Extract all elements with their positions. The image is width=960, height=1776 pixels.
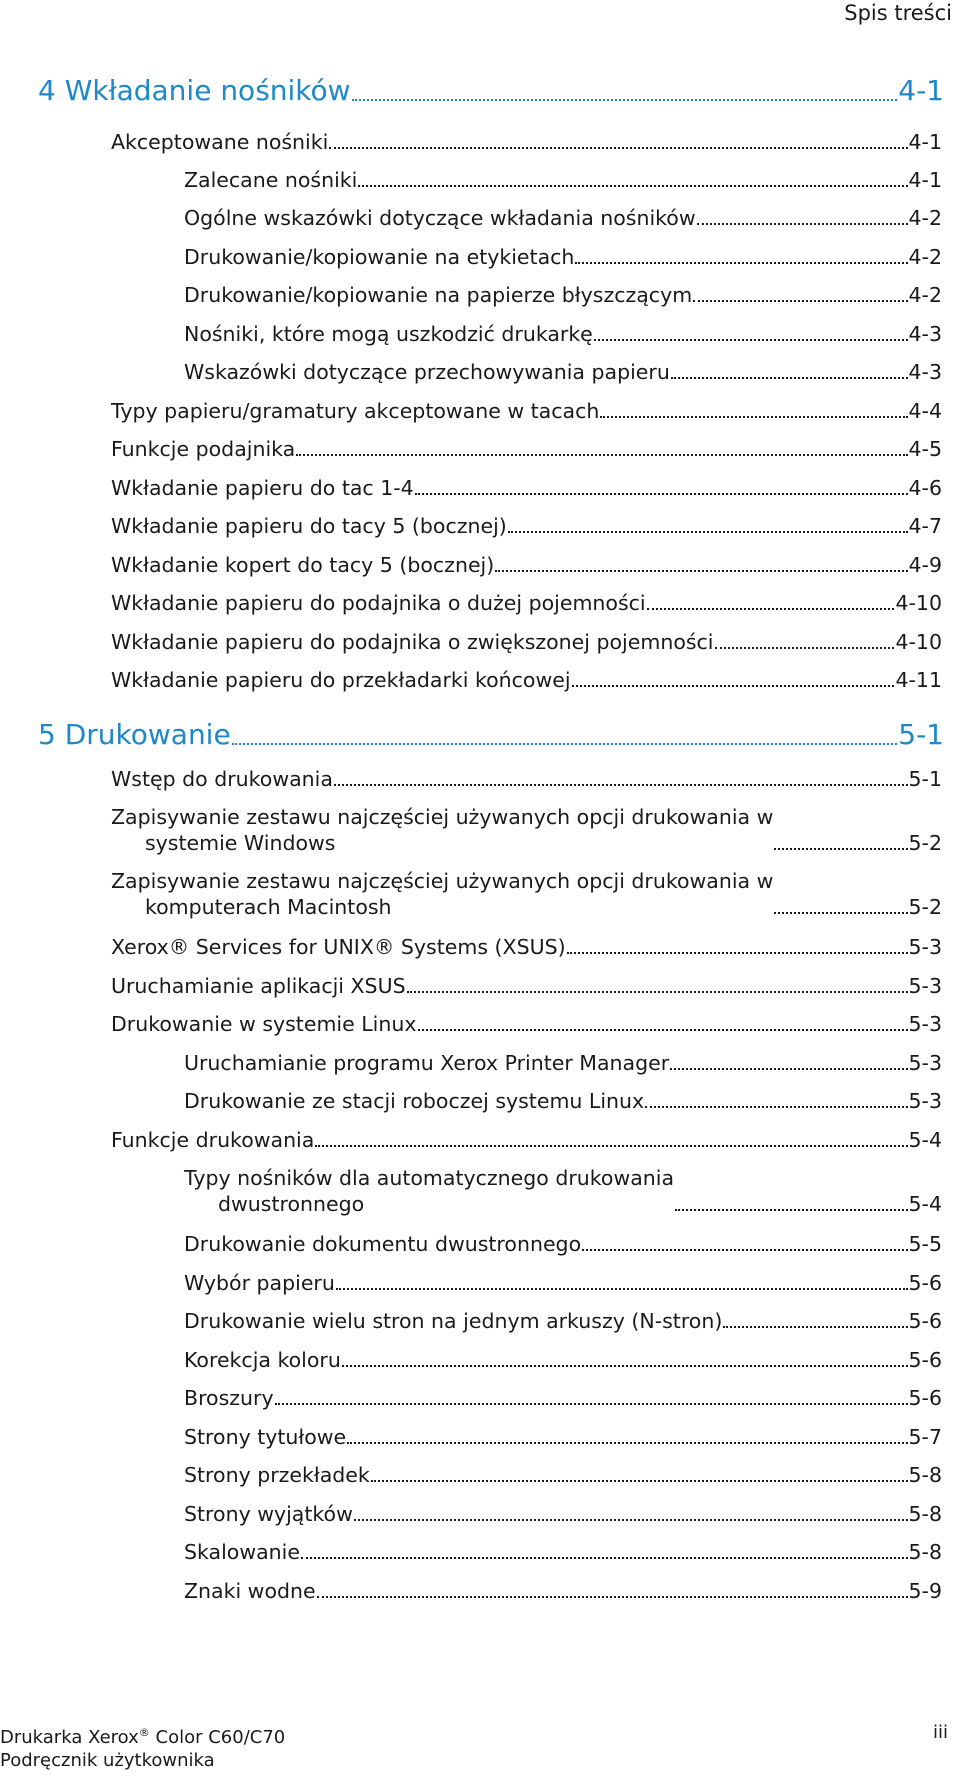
toc-entry[interactable] [111, 513, 942, 539]
toc-entry-page: 4-3 [908, 322, 942, 346]
toc-dot-leader [567, 952, 908, 954]
toc-entry[interactable] [184, 1308, 942, 1334]
toc-entry-page: 4-2 [908, 245, 942, 269]
toc-entry-page: 5-9 [908, 1579, 942, 1603]
toc-entry[interactable] [111, 436, 942, 462]
toc-entry[interactable] [111, 1011, 942, 1037]
toc-dot-leader [495, 570, 907, 572]
page-header-section-title: Spis treści [844, 1, 952, 25]
toc-entry-page: 5-4 [908, 1192, 942, 1216]
toc-dot-leader [723, 1326, 907, 1328]
toc-dot-leader [371, 1480, 908, 1482]
toc-entry[interactable] [184, 1270, 942, 1296]
toc-dot-leader [352, 99, 898, 101]
toc-dot-leader [647, 608, 895, 610]
toc-entry[interactable] [184, 1347, 942, 1373]
toc-entry-page: 5-1 [908, 767, 942, 791]
toc-dot-leader [582, 1249, 907, 1251]
toc-entry-title: Skalowanie [184, 1540, 300, 1564]
toc-entry-page: 5-3 [908, 935, 942, 959]
toc-entry[interactable] [184, 1385, 942, 1411]
toc-entry-page: 4-9 [908, 553, 942, 577]
toc-entry-title: Drukowanie w systemie Linux [111, 1012, 417, 1036]
toc-entry-title: Drukowanie wielu stron na jednym arkuszy (N-stron) [184, 1309, 723, 1333]
toc-entry[interactable] [184, 321, 942, 347]
toc-entry-page: 5-6 [908, 1271, 942, 1295]
footer-page-number: iii [932, 1722, 948, 1743]
toc-entry[interactable] [184, 1165, 942, 1217]
footer-product-info [0, 1721, 285, 1772]
toc-entry-page: 4-2 [908, 283, 942, 307]
toc-entry-title: Strony wyjątków [184, 1502, 353, 1526]
toc-entry-page: 5-6 [908, 1348, 942, 1372]
toc-entry[interactable] [184, 1462, 942, 1488]
toc-entry[interactable] [184, 1539, 942, 1565]
toc-entry[interactable] [184, 205, 942, 231]
toc-entry[interactable] [184, 1501, 942, 1527]
toc-entry[interactable] [111, 973, 942, 999]
toc-entry[interactable] [111, 934, 942, 960]
toc-entry-page: 5-2 [908, 831, 942, 855]
toc-entry-title: Wkładanie kopert do tacy 5 (bocznej) [111, 553, 495, 577]
toc-entry-title: Nośniki, które mogą uszkodzić drukarkę [184, 322, 593, 346]
toc-entry-page: 4-11 [895, 668, 942, 692]
toc-entry-title: Wkładanie papieru do tac 1-4 [111, 476, 414, 500]
toc-dot-leader [317, 1596, 908, 1598]
toc-entry-title: 4 Wkładanie nośników [38, 74, 351, 107]
toc-dot-leader [572, 685, 895, 687]
toc-entry-page: 4-2 [908, 206, 942, 230]
toc-entry-page: 5-3 [908, 1012, 942, 1036]
toc-entry-title: Wkładanie papieru do podajnika o dużej pojemności [111, 591, 646, 615]
toc-entry[interactable] [111, 475, 942, 501]
toc-entry-title: Strony przekładek [184, 1463, 370, 1487]
toc-entry-page: 5-8 [908, 1463, 942, 1487]
toc-chapter-5[interactable] [38, 718, 944, 752]
toc-entry[interactable] [111, 667, 942, 693]
toc-entry[interactable] [111, 868, 942, 920]
toc-dot-leader [232, 743, 898, 745]
toc-dot-leader [415, 493, 908, 495]
toc-dot-leader [407, 991, 908, 993]
toc-entry-page: 5-3 [908, 1051, 942, 1075]
toc-dot-leader [301, 1557, 908, 1559]
toc-dot-leader [675, 1209, 907, 1211]
toc-dot-leader [594, 339, 908, 341]
toc-entry-page: 4-1 [908, 168, 942, 192]
toc-entry-page: 4-6 [908, 476, 942, 500]
toc-entry[interactable] [111, 1127, 942, 1153]
toc-entry-page: 4-4 [908, 399, 942, 423]
toc-entry-title-line1: Zapisywanie zestawu najczęściej używanych opcji drukowania w [111, 869, 774, 893]
toc-entry-page: 5-3 [908, 1089, 942, 1113]
toc-entry-title [111, 868, 773, 920]
toc-entry-page: 4-10 [895, 630, 942, 654]
toc-entry-title: Drukowanie/kopiowanie na papierze błyszczącym [184, 283, 693, 307]
toc-entry-title-line2: dwustronnego [218, 1192, 365, 1216]
toc-entry[interactable] [184, 167, 942, 193]
toc-entry-page: 5-8 [908, 1540, 942, 1564]
toc-entry-title: Uruchamianie programu Xerox Printer Manager [184, 1051, 670, 1075]
toc-entry-title: 5 Drukowanie [38, 718, 231, 751]
toc-dot-leader [693, 300, 907, 302]
toc-entry[interactable] [111, 804, 942, 856]
toc-entry-title [184, 1165, 674, 1217]
toc-dot-leader [347, 1442, 907, 1444]
toc-dot-leader [296, 454, 907, 456]
toc-dot-leader [508, 531, 908, 533]
toc-entry-title: Wkładanie papieru do podajnika o zwiększonej pojemności [111, 630, 714, 654]
toc-entry-title: Wkładanie papieru do tacy 5 (bocznej) [111, 514, 507, 538]
toc-entry-title: Drukowanie ze stacji roboczej systemu Linux [184, 1089, 645, 1113]
toc-entry-page: 5-4 [908, 1128, 942, 1152]
toc-dot-leader [671, 377, 908, 379]
toc-entry-page: 4-1 [898, 74, 944, 107]
footer-product-prefix: Drukarka Xerox [0, 1727, 139, 1748]
toc-entry-page: 5-7 [908, 1425, 942, 1449]
toc-entry-title: Xerox® Services for UNIX® Systems (XSUS) [111, 935, 566, 959]
toc-entry[interactable] [111, 590, 942, 616]
toc-dot-leader [358, 185, 907, 187]
toc-dot-leader [715, 647, 895, 649]
toc-entry-page: 5-2 [908, 895, 942, 919]
toc-entry-title: Wskazówki dotyczące przechowywania papieru [184, 360, 670, 384]
toc-dot-leader [354, 1519, 908, 1521]
toc-entry-title: Uruchamianie aplikacji XSUS [111, 974, 406, 998]
toc-entry-page: 5-8 [908, 1502, 942, 1526]
toc-entry-title-line1: Typy nośników dla automatycznego drukowania [184, 1166, 675, 1190]
toc-entry-title-line1: Zapisywanie zestawu najczęściej używanych opcji drukowania w [111, 805, 774, 829]
toc-dot-leader [645, 1106, 907, 1108]
toc-dot-leader [774, 912, 907, 914]
toc-dot-leader [600, 416, 907, 418]
toc-entry-title: Znaki wodne [184, 1579, 316, 1603]
toc-entry[interactable] [111, 766, 942, 792]
toc-entry-title: Typy papieru/gramatury akceptowane w tacach [111, 399, 600, 423]
toc-dot-leader [670, 1068, 907, 1070]
toc-dot-leader [575, 262, 907, 264]
toc-entry-page: 5-5 [908, 1232, 942, 1256]
toc-entry-title-line2: komputerach Macintosh [145, 895, 392, 919]
toc-entry-title [111, 804, 773, 856]
toc-entry-title: Zalecane nośniki [184, 168, 358, 192]
toc-entry[interactable] [111, 552, 942, 578]
toc-entry-title: Wkładanie papieru do przekładarki końcowej [111, 668, 571, 692]
footer-product-suffix: Color C60/C70 [149, 1727, 286, 1748]
toc-entry-title: Funkcje drukowania [111, 1128, 315, 1152]
toc-dot-leader [315, 1145, 907, 1147]
toc-entry-page: 4-3 [908, 360, 942, 384]
toc-entry[interactable] [111, 129, 942, 155]
toc-entry-title-line2: systemie Windows [145, 831, 336, 855]
footer-product-name [0, 1721, 285, 1749]
toc-entry-page: 4-1 [908, 130, 942, 154]
toc-entry[interactable] [184, 1088, 942, 1114]
toc-dot-leader [697, 223, 908, 225]
toc-entry-title: Wybór papieru [184, 1271, 335, 1295]
toc-entry[interactable] [184, 1050, 942, 1076]
toc-entry-page: 4-7 [908, 514, 942, 538]
toc-entry[interactable] [111, 629, 942, 655]
toc-dot-leader [418, 1029, 908, 1031]
toc-entry-title: Funkcje podajnika [111, 437, 296, 461]
toc-dot-leader [342, 1365, 908, 1367]
toc-entry-title: Drukowanie/kopiowanie na etykietach [184, 245, 575, 269]
toc-entry-title: Strony tytułowe [184, 1425, 347, 1449]
toc-entry-page: 5-6 [908, 1386, 942, 1410]
toc-entry-title: Drukowanie dokumentu dwustronnego [184, 1232, 582, 1256]
toc-entry-page: 5-3 [908, 974, 942, 998]
toc-entry-title: Akceptowane nośniki [111, 130, 329, 154]
footer-trademark: ® [138, 1726, 150, 1739]
toc-entry[interactable] [111, 398, 942, 424]
toc-entry[interactable] [184, 282, 942, 308]
toc-chapter-4[interactable] [38, 74, 944, 108]
toc-entry-page: 5-6 [908, 1309, 942, 1333]
toc-entry-title: Ogólne wskazówki dotyczące wkładania nośników [184, 206, 696, 230]
toc-entry[interactable] [184, 1231, 942, 1257]
toc-entry-page: 5-1 [898, 718, 944, 751]
toc-entry-page: 4-10 [895, 591, 942, 615]
toc-entry-title: Korekcja koloru [184, 1348, 341, 1372]
toc-dot-leader [774, 848, 907, 850]
footer-guide-name: Podręcznik użytkownika [0, 1750, 215, 1771]
toc-dot-leader [329, 147, 907, 149]
toc-entry-page: 4-5 [908, 437, 942, 461]
toc-entry-title: Wstęp do drukowania [111, 767, 333, 791]
toc-entry-title: Broszury [184, 1386, 274, 1410]
toc-entry[interactable] [184, 1578, 942, 1604]
toc-dot-leader [334, 784, 908, 786]
toc-dot-leader [336, 1288, 908, 1290]
toc-entry[interactable] [184, 359, 942, 385]
toc-dot-leader [275, 1403, 908, 1405]
toc-entry[interactable] [184, 244, 942, 270]
toc-entry[interactable] [184, 1424, 942, 1450]
